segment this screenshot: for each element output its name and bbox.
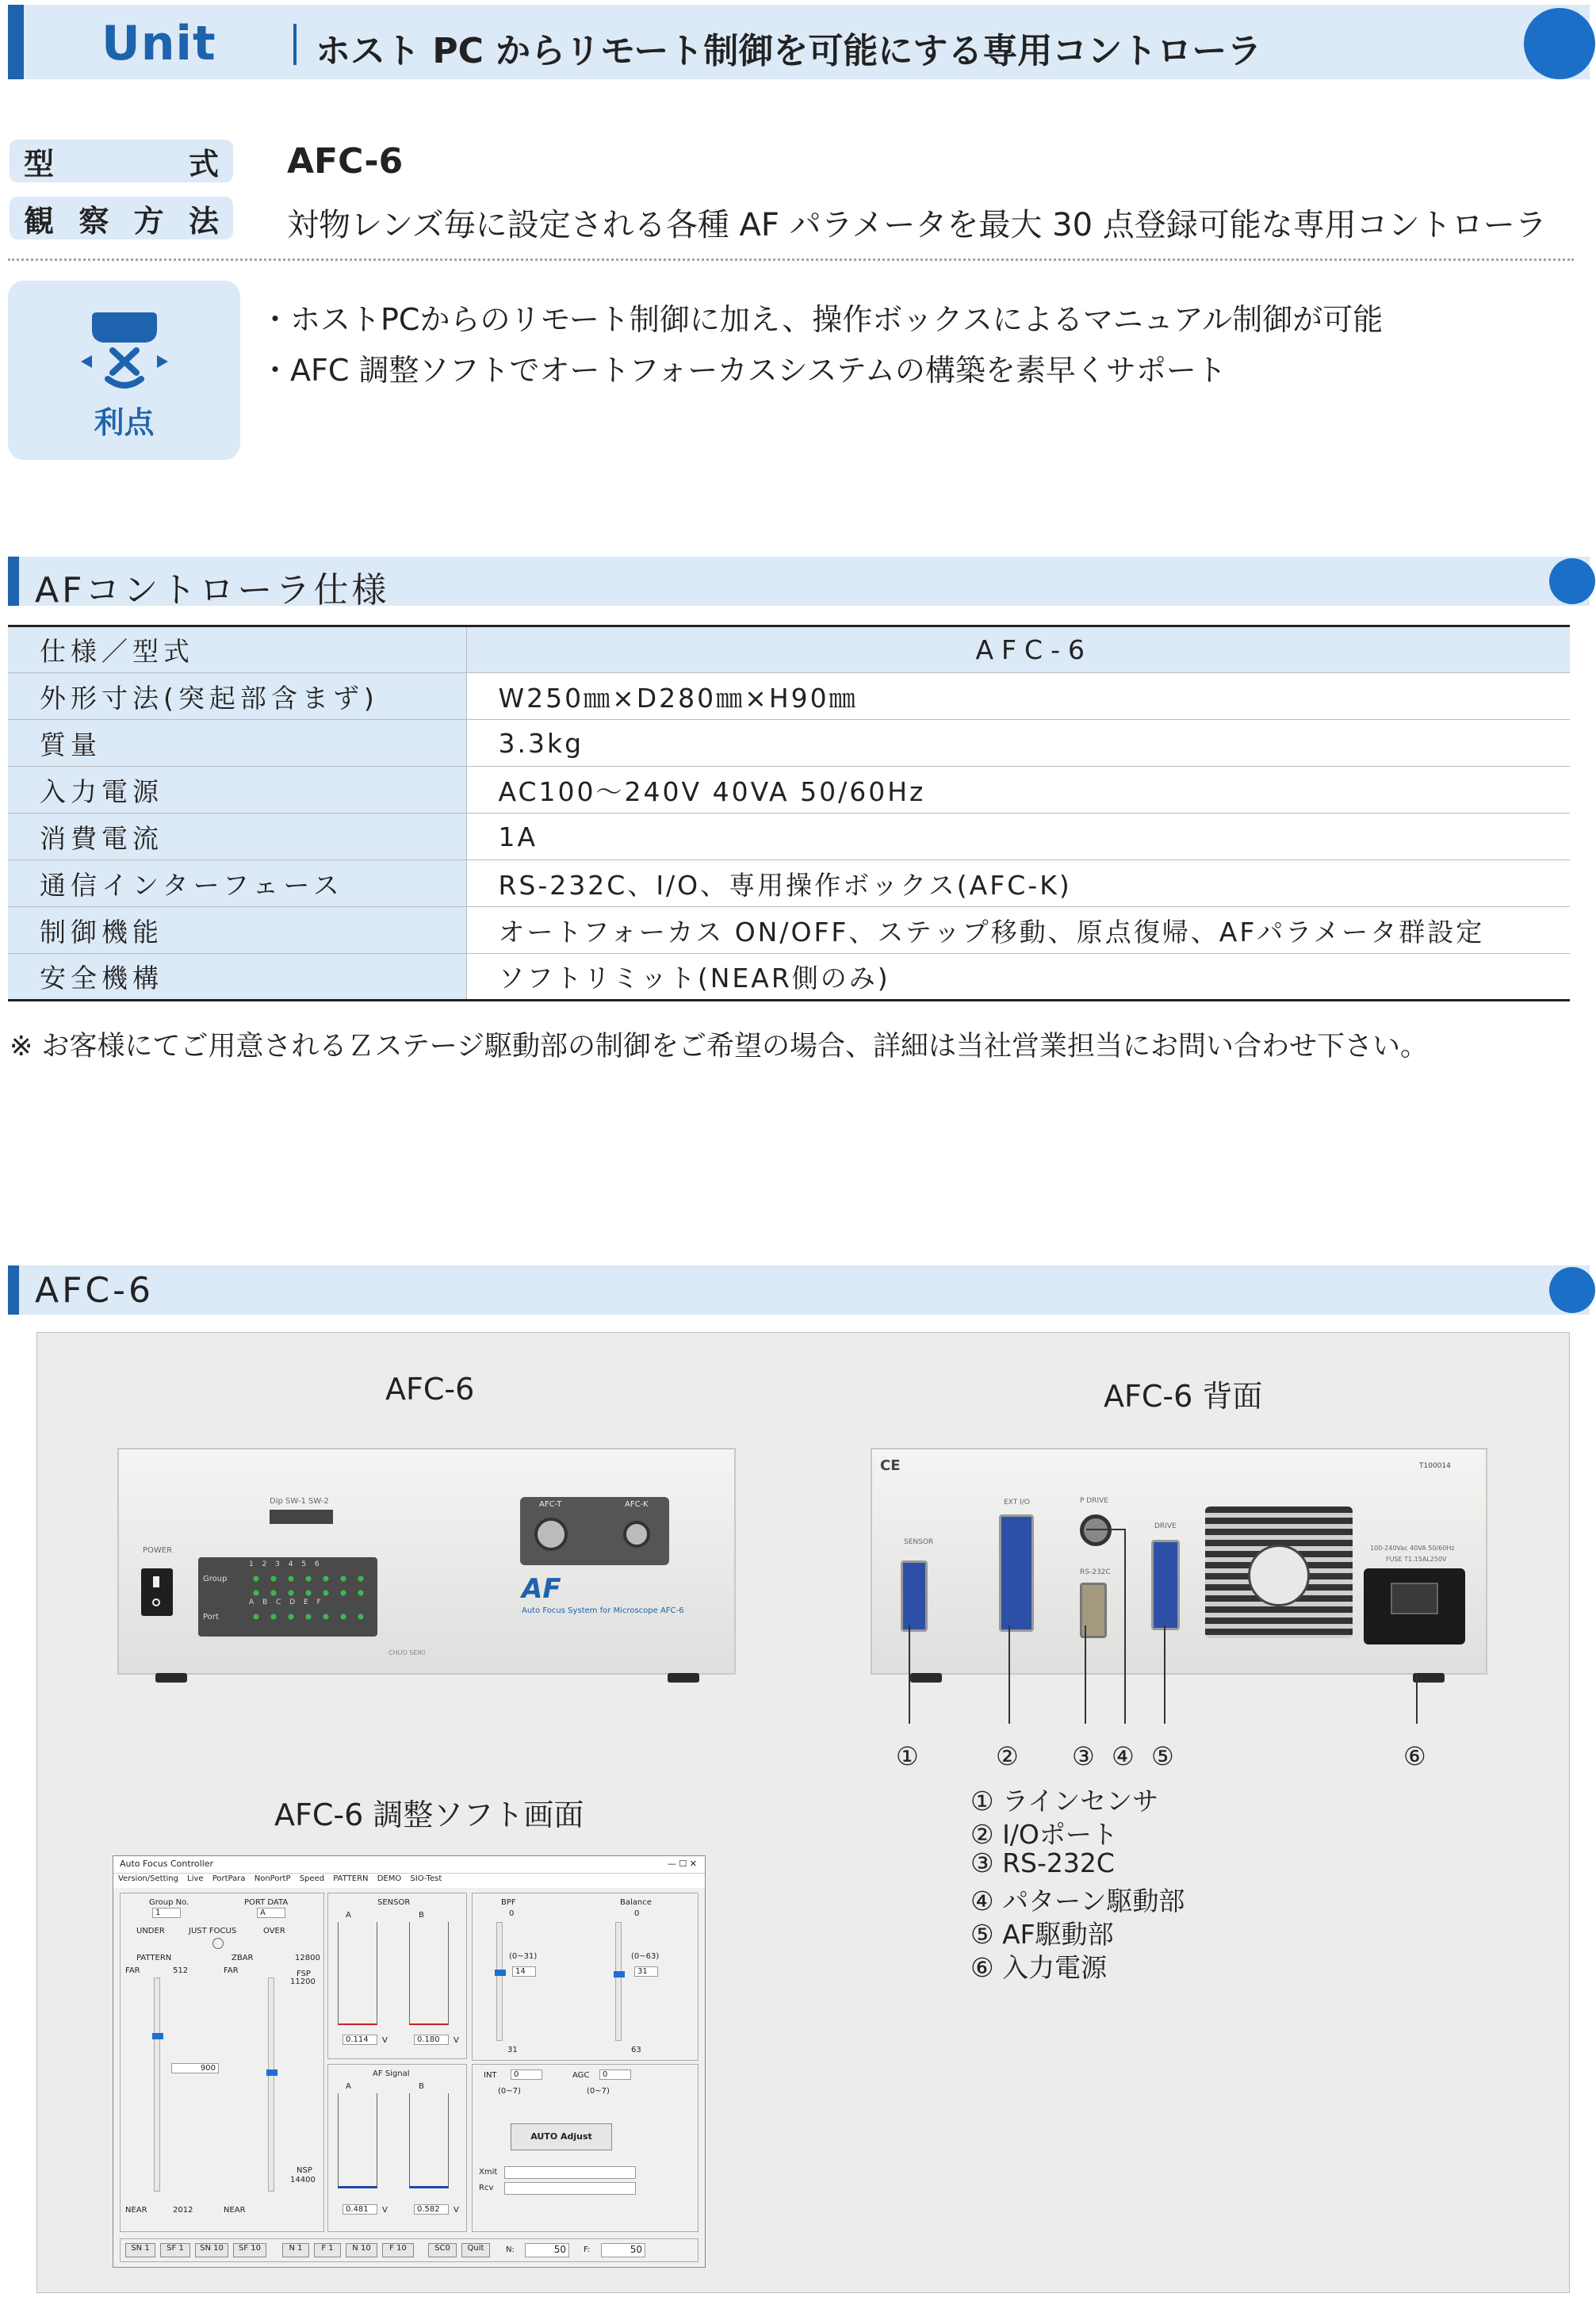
under-label: UNDER <box>136 1927 165 1935</box>
fan-label <box>1248 1545 1310 1606</box>
power-label: POWER <box>143 1546 173 1555</box>
callout-line <box>1124 1530 1126 1724</box>
legend-item: ③ RS-232C <box>970 1847 1115 1878</box>
device-foot <box>668 1673 699 1683</box>
bpf-bottom-value: 31 <box>507 2046 518 2054</box>
legend-item: ⑤ AF駆動部 <box>970 1919 1114 1950</box>
port-label: Port <box>203 1613 219 1621</box>
afc-k-label: AFC-K <box>625 1500 649 1509</box>
model-value: AFC-6 <box>287 141 404 182</box>
legend-item: ④ パターン駆動部 <box>970 1886 1185 1916</box>
int-range: (0~7) <box>498 2087 521 2096</box>
indicator-panel <box>198 1557 377 1637</box>
section-circle <box>1549 558 1595 604</box>
callout-line <box>1086 1529 1126 1530</box>
tab-demo: DEMO <box>377 1874 402 1883</box>
spec-key: 安全機構 <box>8 954 466 1001</box>
unit-header-divider <box>293 24 297 65</box>
group-numbers: 1 2 3 4 5 6 <box>249 1560 323 1568</box>
f-label: F: <box>584 2245 591 2254</box>
f1-button[interactable]: F 1 <box>314 2243 341 2257</box>
back-caption: AFC-6 背面 <box>1104 1379 1263 1414</box>
callout-number: ③ <box>1072 1741 1095 1771</box>
bottom-button-bar <box>120 2238 698 2262</box>
int-label: INT <box>484 2071 497 2080</box>
serial-label: T100014 <box>1419 1462 1451 1470</box>
drive-connector <box>1151 1540 1180 1630</box>
zbar-slider <box>268 1977 274 2192</box>
spec-table <box>8 625 1570 1001</box>
spec-key: 外形寸法(突起部含まず) <box>8 673 466 720</box>
af-b-unit: V <box>454 2206 459 2215</box>
afc-k-connector <box>623 1521 650 1548</box>
sensor-frame <box>327 1893 467 2059</box>
section-circle <box>1549 1267 1595 1313</box>
af-b-label: B <box>419 2082 424 2091</box>
zbar-slider-knob <box>266 2069 277 2076</box>
rcv-field[interactable] <box>504 2182 636 2195</box>
tab-portpara: PortPara <box>212 1874 246 1883</box>
spec-value: 3.3kg <box>466 720 1570 767</box>
bpf-slider-knob[interactable] <box>495 1970 506 1976</box>
spec-value: AC100～240V 40VA 50/60Hz <box>466 767 1570 814</box>
method-label: 観 察 方 法 <box>10 197 233 239</box>
af-signal-title: AF Signal <box>373 2069 410 2078</box>
section-accent <box>8 557 19 606</box>
ext-io-connector <box>999 1514 1034 1632</box>
bpf-slider[interactable] <box>496 1922 503 2041</box>
tab-speed: Speed <box>299 1874 325 1883</box>
device-foot <box>910 1673 942 1683</box>
f-value[interactable]: 50 <box>601 2243 645 2257</box>
table-row <box>8 954 1570 1001</box>
spec-value: RS-232C、I/O、専用操作ボックス(AFC-K) <box>466 860 1570 907</box>
spec-key: 消費電流 <box>8 814 466 860</box>
window-title: Auto Focus Controller <box>120 1859 214 1869</box>
af-a-unit: V <box>382 2206 388 2215</box>
unit-label: Unit <box>101 16 216 71</box>
agc-label: AGC <box>572 2071 590 2080</box>
balance-label: Balance <box>620 1898 652 1907</box>
benefit-item: ・AFC 調整ソフトでオートフォーカスシステムの構築を素早くサポート <box>260 353 1227 388</box>
sensor-a-value: 0.114 <box>343 2035 377 2045</box>
port-letters: A B C D E F <box>249 1598 324 1606</box>
software-tabs <box>113 1874 705 1888</box>
pattern-frame <box>120 1893 324 2232</box>
int-value[interactable]: 0 <box>511 2069 542 2080</box>
sensor-b-gauge <box>409 1922 449 2025</box>
af-a-value: 0.481 <box>343 2204 377 2215</box>
callout-line <box>1085 1625 1086 1724</box>
balance-top-value: 0 <box>634 1909 640 1918</box>
nsp-label: NSP <box>297 2166 312 2175</box>
sensor-b-value: 0.180 <box>414 2035 449 2045</box>
zbar-far-label: FAR <box>224 1966 239 1975</box>
benefit-label: 利点 <box>94 405 155 440</box>
bpf-value[interactable]: 14 <box>512 1966 536 1977</box>
bpf-range: (0~31) <box>509 1952 538 1961</box>
afc-t-connector <box>534 1518 568 1551</box>
spec-key: 制御機能 <box>8 907 466 954</box>
p-drive-connector <box>1080 1514 1112 1546</box>
power-rating-label: 100-240Vac 40VA 50/60Hz <box>1370 1545 1455 1552</box>
spec-key: 入力電源 <box>8 767 466 814</box>
n1-button[interactable]: N 1 <box>282 2243 309 2257</box>
fsp-label: FSP <box>297 1970 311 1978</box>
callout-line <box>1164 1625 1165 1724</box>
port-leds <box>247 1613 366 1621</box>
sc0-button[interactable]: SC0 <box>428 2243 457 2257</box>
near-value: 2012 <box>173 2206 193 2215</box>
tab-pattern: PATTERN <box>333 1874 369 1883</box>
power-inlet <box>1364 1568 1465 1644</box>
far-label: FAR <box>125 1966 140 1975</box>
sensor-b-unit: V <box>454 2036 459 2045</box>
f10-button[interactable]: F 10 <box>382 2243 414 2257</box>
port-data-label: PORT DATA <box>244 1898 289 1907</box>
n10-button[interactable]: N 10 <box>346 2243 377 2257</box>
callout-line <box>1416 1673 1418 1724</box>
section-accent <box>8 1265 19 1315</box>
auto-adjust-button[interactable]: AUTO Adjust <box>511 2123 612 2150</box>
af-logo-subtitle: Auto Focus System for Microscope AFC-6 <box>522 1606 684 1615</box>
software-caption: AFC-6 調整ソフト画面 <box>274 1798 584 1832</box>
callout-line <box>909 1625 910 1724</box>
sensor-connector <box>901 1560 928 1632</box>
af-a-label: A <box>346 2082 351 2091</box>
table-row <box>8 673 1570 720</box>
fan-grille <box>1205 1507 1353 1638</box>
balance-range: (0~63) <box>631 1952 660 1961</box>
table-row <box>8 814 1570 860</box>
adjust-frame <box>472 2064 698 2232</box>
nsp-value: 14400 <box>290 2176 316 2184</box>
afc-section-header <box>8 1265 1590 1315</box>
device-foot <box>155 1673 187 1683</box>
back-device-photo <box>871 1448 1487 1675</box>
afc-t-label: AFC-T <box>539 1500 562 1509</box>
pattern-slider-knob[interactable] <box>152 2033 163 2039</box>
bpf-label: BPF <box>501 1898 516 1907</box>
drive-label: DRIVE <box>1154 1522 1177 1530</box>
spec-value: オートフォーカス ON/OFF、ステップ移動、原点復帰、AFパラメータ群設定 <box>466 907 1570 954</box>
agc-range: (0~7) <box>587 2087 610 2096</box>
rs232c-label: RS-232C <box>1080 1568 1111 1576</box>
window-controls: — ☐ ✕ <box>667 1859 697 1869</box>
spec-section-title: AFコントローラ仕様 <box>35 570 390 611</box>
zbar-top-value: 12800 <box>295 1954 320 1962</box>
dip-switch <box>270 1510 333 1524</box>
group-no-value: 1 <box>152 1908 181 1918</box>
software-titlebar <box>113 1856 705 1874</box>
unit-header-circle <box>1524 8 1595 79</box>
callout-line <box>1009 1625 1010 1724</box>
zbar-label: ZBAR <box>232 1954 254 1962</box>
spec-value: ソフトリミット(NEAR側のみ) <box>466 954 1570 1001</box>
group-leds <box>247 1575 366 1583</box>
benefit-item: ・ホストPCからのリモート制御に加え、操作ボックスによるマニュアル制御が可能 <box>260 302 1384 337</box>
p-drive-label: P DRIVE <box>1080 1497 1108 1505</box>
fsp-value: 11200 <box>290 1977 316 1986</box>
af-signal-frame <box>327 2064 467 2232</box>
dip-switch-label: Dip SW-1 SW-2 <box>270 1497 329 1506</box>
spec-key: 仕様／型式 <box>8 626 466 673</box>
front-device-photo <box>117 1448 736 1675</box>
group-no-label: Group No. <box>149 1898 189 1907</box>
dotted-divider <box>8 258 1574 261</box>
legend-item: ① ラインセンサ <box>970 1786 1159 1817</box>
power-switch <box>141 1568 173 1616</box>
af-a-gauge <box>338 2093 377 2188</box>
tab-sio-test: SIO-Test <box>410 1874 442 1883</box>
front-caption: AFC-6 <box>385 1372 475 1407</box>
balance-bottom-value: 63 <box>631 2046 641 2054</box>
far-value: 512 <box>173 1966 189 1975</box>
spec-key: 質量 <box>8 720 466 767</box>
table-row <box>8 860 1570 907</box>
balance-value[interactable]: 31 <box>634 1966 658 1977</box>
table-row <box>8 626 1570 673</box>
tab-nonportp: NonPortP <box>254 1874 291 1883</box>
bpf-balance-frame <box>472 1893 698 2061</box>
sensor-b-label: B <box>419 1911 424 1920</box>
near-label: NEAR <box>125 2206 147 2215</box>
pattern-label: PATTERN <box>136 1954 172 1962</box>
port-data-value: A <box>257 1908 285 1918</box>
pattern-value[interactable]: 900 <box>171 2063 219 2073</box>
unit-header <box>8 5 1590 79</box>
sensor-a-gauge <box>338 1922 377 2025</box>
tab-version-setting: Version/Setting <box>118 1874 178 1883</box>
model-label: 型 式 <box>10 140 233 182</box>
afc-section-title: AFC-6 <box>35 1270 155 1311</box>
callout-number: ⑤ <box>1151 1741 1174 1771</box>
sensor-title: SENSOR <box>377 1898 411 1907</box>
af-b-gauge <box>409 2093 449 2188</box>
n-value[interactable]: 50 <box>525 2243 569 2257</box>
method-value: 対物レンズ毎に設定される各種 AF パラメータを最大 30 点登録可能な専用コントローラ <box>287 207 1547 243</box>
table-row <box>8 720 1570 767</box>
unit-header-accent <box>8 5 24 79</box>
spec-value: W250㎜×D280㎜×H90㎜ <box>466 673 1570 720</box>
sn10-button[interactable]: SN 10 <box>195 2243 228 2257</box>
ext-io-label: EXT I/O <box>1004 1499 1030 1507</box>
sn1-button[interactable]: SN 1 <box>125 2243 155 2257</box>
af-logo: AF <box>522 1573 561 1605</box>
legend-item: ② I/Oポート <box>970 1819 1118 1850</box>
sensor-label: SENSOR <box>904 1538 934 1546</box>
xmit-label: Xmit <box>479 2168 498 2177</box>
callout-number: ① <box>896 1741 919 1771</box>
table-row <box>8 767 1570 814</box>
over-label: OVER <box>263 1927 285 1935</box>
group-leds <box>247 1589 366 1597</box>
callout-number: ② <box>996 1741 1019 1771</box>
maker-label: CHUO SEIKI <box>388 1649 426 1656</box>
just-focus-indicator <box>212 1938 224 1949</box>
xmit-field[interactable] <box>504 2166 636 2179</box>
bpf-top-value: 0 <box>509 1909 515 1918</box>
legend-item: ⑥ 入力電源 <box>970 1952 1108 1983</box>
rcv-label: Rcv <box>479 2184 494 2192</box>
just-focus-label: JUST FOCUS <box>189 1927 237 1935</box>
zbar-near-label: NEAR <box>224 2206 246 2215</box>
spec-section-header <box>8 557 1590 611</box>
sensor-a-label: A <box>346 1911 351 1920</box>
n-label: N: <box>506 2245 515 2254</box>
device-foot <box>1413 1673 1445 1683</box>
spec-value: 1A <box>466 814 1570 860</box>
tab-live: Live <box>187 1874 204 1883</box>
microscope-focus-icon <box>75 309 174 393</box>
af-b-value: 0.582 <box>414 2204 449 2215</box>
callout-number: ④ <box>1112 1741 1135 1771</box>
callout-number: ⑥ <box>1403 1741 1426 1771</box>
agc-value[interactable]: 0 <box>599 2069 631 2080</box>
group-label: Group <box>203 1575 228 1583</box>
table-row <box>8 907 1570 954</box>
sf1-button[interactable]: SF 1 <box>160 2243 190 2257</box>
balance-slider[interactable] <box>615 1922 622 2041</box>
quit-button[interactable]: Quit <box>461 2243 490 2257</box>
ce-mark: CE <box>880 1457 901 1474</box>
sf10-button[interactable]: SF 10 <box>233 2243 266 2257</box>
connector-panel <box>520 1497 669 1565</box>
balance-slider-knob[interactable] <box>614 1971 625 1977</box>
spec-note: ※ お客様にてご用意されるＺステージ駆動部の制御をご希望の場合、詳細は当社営業担当にお問い合わせ下さい。 <box>10 1031 1429 1062</box>
sensor-a-unit: V <box>382 2036 388 2045</box>
pattern-slider[interactable] <box>154 1977 160 2192</box>
fuse-label: FUSE T1.15AL250V <box>1386 1556 1447 1563</box>
benefit-badge <box>8 281 240 460</box>
unit-title: ホスト PC からリモート制御を可能にする専用コントローラ <box>316 31 1262 71</box>
spec-value: AFC-6 <box>466 626 1570 673</box>
software-screenshot <box>113 1855 706 2268</box>
spec-key: 通信インターフェース <box>8 860 466 907</box>
